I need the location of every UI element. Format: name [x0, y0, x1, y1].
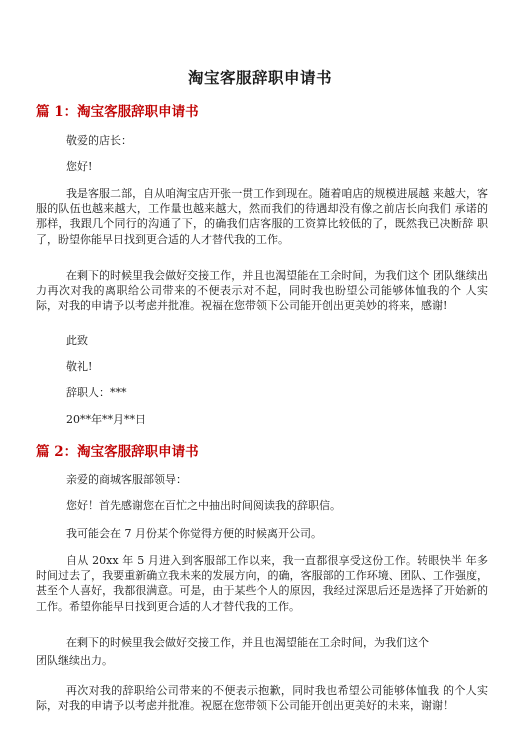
- section-1-salutation: 敬爱的店长：: [66, 134, 132, 147]
- section-2-paragraph-4-line-2: 团队继续出力。: [36, 654, 113, 667]
- section-1-signer: 辞职人：***: [66, 386, 127, 399]
- section-1-closing-2: 敬礼!: [66, 360, 93, 373]
- section-2-heading: 篇 2：淘宝客服辞职申请书: [36, 444, 199, 460]
- section-1-paragraph-1: 我是客服二部，自从咱淘宝店开张一贯工作到现在。随着咱店的规模进展越 来越大，客服的队伍也越来越大，工作量也越来越大，然而我们的待遇却没有像之前店长向我们 承诺的那样，我跟几个同行的沟通了下，的确我们店客服的工资算比较低的了，既然我已决断辞 职了，盼望你能早日找到更合适的人才替代我的工作。: [36, 187, 488, 246]
- section-1-heading: 篇 1：淘宝客服辞职申请书: [36, 104, 199, 120]
- document-title: 淘宝客服辞职申请书: [187, 68, 332, 87]
- section-2-paragraph-1: 您好！首先感谢您在百忙之中抽出时间阅读我的辞职信。: [66, 499, 341, 512]
- section-1-date: 20**年**月**日: [66, 413, 146, 426]
- section-2-paragraph-5: 再次对我的辞职给公司带来的不便表示抱歉，同时我也希望公司能够体恤我 的个人实际，对我的申请予以考虑并批准。祝愿在您带领下公司能开创出更美好的未来，谢谢！: [36, 684, 488, 713]
- section-1-closing-1: 此致: [66, 334, 88, 347]
- section-2-paragraph-3: 自从 20xx 年 5 月进入到客服部工作以来，我一直都很享受这份工作。转眼快半 年多时间过去了，我要重新确立我未来的发展方向，的确，客服部的工作环境、团队、工作强度，甚至个人喜好，我都很满意。可是，由于某些个人的原因，我经过深思后还是选择了开始新的 工作。希望你能早日找到更合适的人才替代我的工作。: [36, 554, 488, 613]
- section-2-paragraph-2: 我可能会在 7 月份某个你觉得方便的时候离开公司。: [66, 527, 322, 540]
- section-1-greeting: 您好!: [66, 160, 93, 173]
- section-2-paragraph-4-line-1: 在剩下的时候里我会做好交接工作，并且也渴望能在工余时间，为我们这个: [66, 636, 429, 649]
- section-2-salutation: 亲爱的商城客服部领导：: [66, 473, 187, 486]
- section-1-paragraph-2: 在剩下的时候里我会做好交接工作，并且也渴望能在工余时间，为我们这个 团队继续出力再次对我的离职给公司带来的不便表示对不起，同时我也盼望公司能够体恤我的个 人实际，对我的申请予以考虑并批准。祝福在您带领下公司能开创出更美妙的将来，感谢!: [36, 269, 488, 313]
